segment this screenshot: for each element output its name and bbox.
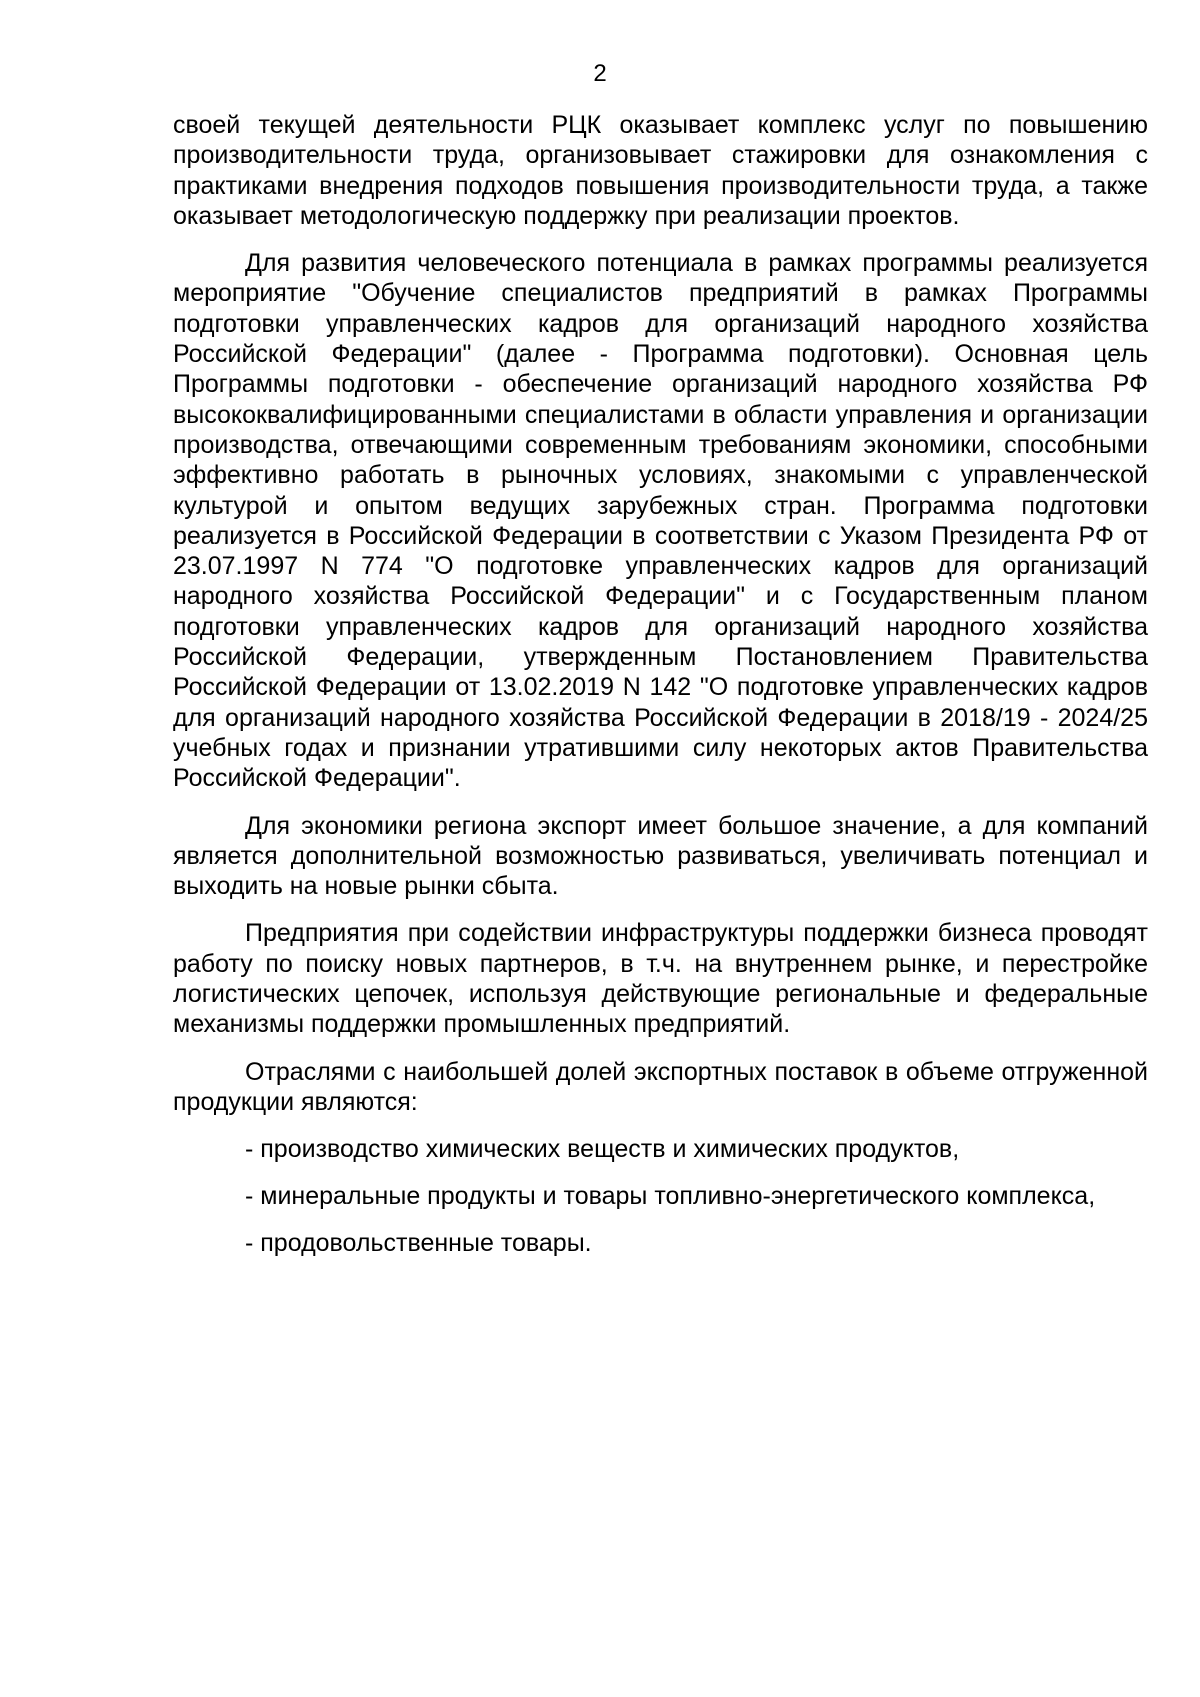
page-number: 2 xyxy=(593,60,607,87)
export-industries-list xyxy=(173,1134,1148,1258)
paragraph-3: Для экономики региона экспорт имеет большое значение, а для компаний является дополнительной возможностью развиваться, увеличивать потенциал и выходить на новые рынки сбыта. xyxy=(173,811,1148,901)
paragraph-5: Отраслями с наибольшей долей экспортных поставок в объеме отгруженной продукции являются: xyxy=(173,1057,1148,1116)
paragraph-1: своей текущей деятельности РЦК оказывает комплекс услуг по повышению производительности труда, организовывает стажировки для ознакомления с практиками внедрения подходов повышения производительности труда, а также оказывает методологическую поддержку при реализации проектов. xyxy=(173,111,1148,230)
document-body xyxy=(173,110,1148,1275)
paragraph-2: Для развития человеческого потенциала в рамках программы реализуется мероприятие "Обучение специалистов предприятий в рамках Программы подготовки управленческих кадров для организаций народного хозяйства Российской Федерации" (далее - Программа подготовки). Основная цель Программы подготовки - обеспечение организаций народного хозяйства РФ высококвалифицированными специалистами в области управления и организации производства, отвечающими современным требованиям экономики, способными эффективно работать в рыночных условиях, знакомыми с управленческой культурой и опытом ведущих зарубежных стран. Программа подготовки реализуется в Российской Федерации в соответствии с Указом Президента РФ от 23.07.1997 N 774 "О подготовке управленческих кадров для организаций народного хозяйства Российской Федерации" и с Государственным планом подготовки управленческих кадров для организаций народного хозяйства Российской Федерации, утвержденным Постановлением Правительства Российской Федерации от 13.02.2019 N 142 "О подготовке управленческих кадров для организаций народного хозяйства Российской Федерации в 2018/19 - 2024/25 учебных годах и признании утратившими силу некоторых актов Правительства Российской Федерации". xyxy=(173,249,1148,793)
list-item: - продовольственные товары. xyxy=(245,1229,592,1258)
list-item: - производство химических веществ и химических продуктов, xyxy=(245,1135,960,1164)
paragraph-4: Предприятия при содействии инфраструктуры поддержки бизнеса проводят работу по поиску новых партнеров, в т.ч. на внутреннем рынке, и перестройке логистических цепочек, используя действующие региональные и федеральные механизмы поддержки промышленных предприятий. xyxy=(173,919,1148,1039)
list-item: - минеральные продукты и товары топливно-энергетического комплекса, xyxy=(245,1182,1096,1211)
